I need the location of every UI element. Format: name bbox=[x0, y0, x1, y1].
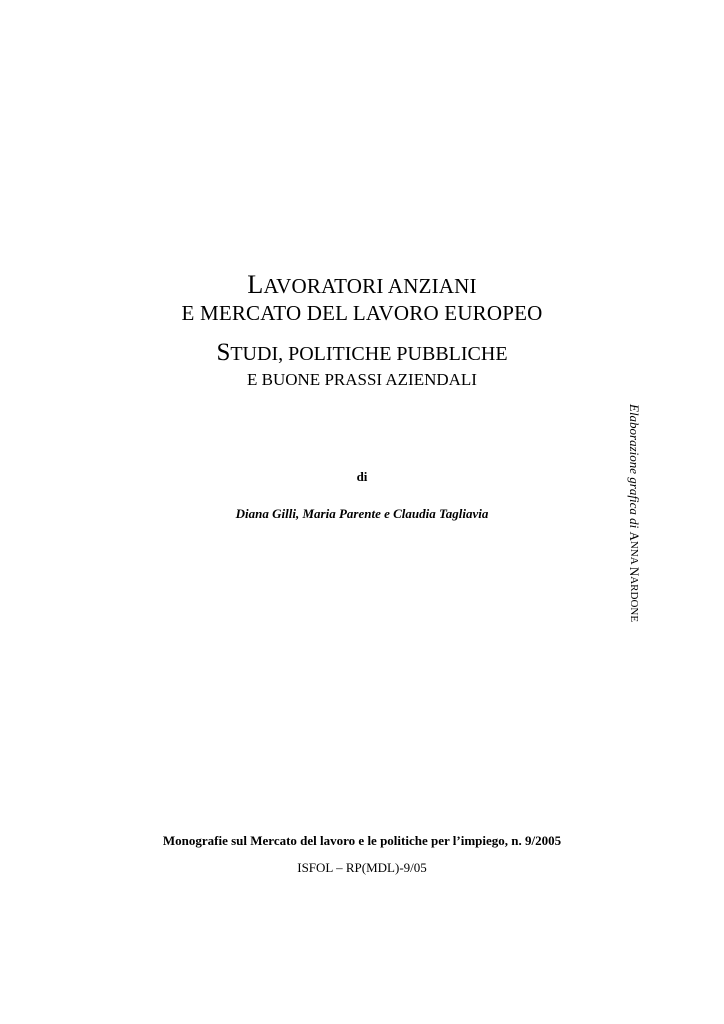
credit-name-initial-1: A bbox=[627, 531, 642, 541]
title-line-2: E MERCATO DEL LAVORO EUROPEO bbox=[181, 301, 543, 325]
title-rest: AVORATORI ANZIANI bbox=[263, 274, 477, 298]
subtitle-rest: TUDI, POLITICHE PUBBLICHE bbox=[230, 343, 508, 365]
graphic-design-credit bbox=[622, 404, 646, 636]
authors: Diana Gilli, Maria Parente e Claudia Tagliavia bbox=[235, 506, 489, 521]
subtitle-line-2: E BUONE PRASSI AZIENDALI bbox=[247, 370, 477, 389]
title-line-1 bbox=[0, 270, 724, 299]
series-info: Monografie sul Mercato del lavoro e le politiche per l’impiego, n. 9/2005 bbox=[162, 833, 562, 848]
credit-name-rest-2: ARDONE bbox=[628, 576, 640, 623]
title-initial: L bbox=[247, 270, 264, 299]
credit-label: Elaborazione grafica di bbox=[627, 404, 642, 532]
by-label: di bbox=[356, 469, 368, 484]
publication-code: ISFOL – RP(MDL)-9/05 bbox=[297, 860, 427, 875]
credit-name-rest-1: NNA bbox=[628, 540, 640, 567]
credit-name-initial-2: N bbox=[627, 566, 642, 577]
subtitle-initial: S bbox=[216, 339, 231, 366]
subtitle-line-1 bbox=[0, 341, 724, 366]
